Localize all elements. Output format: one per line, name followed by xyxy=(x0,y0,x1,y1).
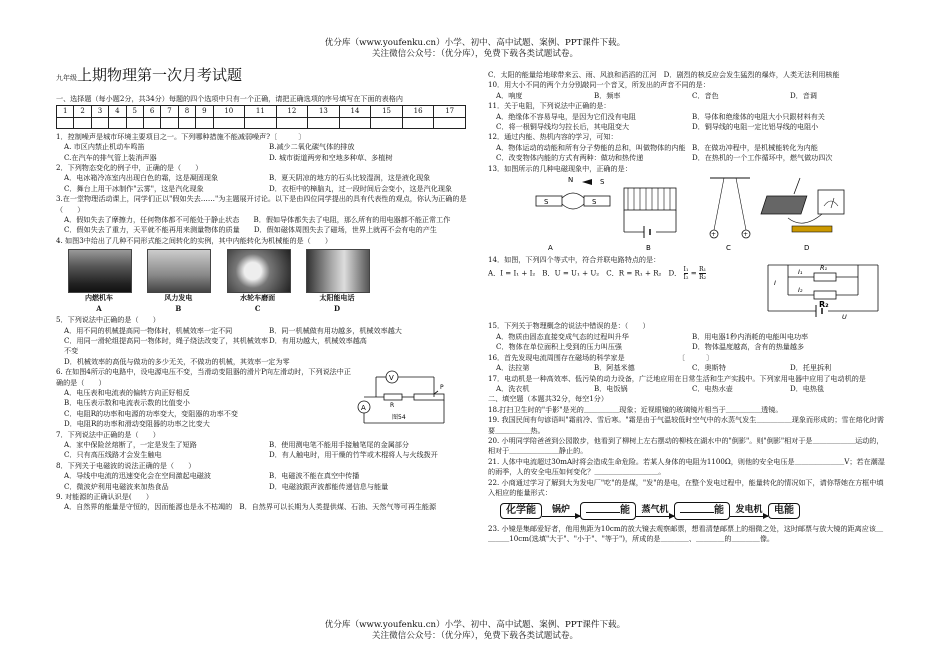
option-item: D．机械效率的高低与做功的多少无关，不做功的机械，其效率一定为零 xyxy=(64,356,290,366)
photo-caption: 内燃机车 xyxy=(85,293,113,303)
answer-number-cell: 1 xyxy=(57,106,74,117)
solar-phone-image xyxy=(306,249,370,293)
option-item: A．电压表和电流表的偏转方向正好相反 xyxy=(64,387,190,397)
question-14-options-text: A．I = I₁ + I₂ B．U = U₁ + U₂ C．R = R₁ + R₂ D． xyxy=(488,268,682,278)
answer-input-cell[interactable] xyxy=(74,117,91,128)
header-line-2: 关注微信公众号：（优分库），免费下载各类试题试卷。 xyxy=(371,49,579,59)
option-item: A．自然界的能量是守恒的，因而能源也是永不枯竭的 B．自然界可以长期为人类提供煤、石油、天然气等可再生能源 xyxy=(64,502,437,512)
question-14-row xyxy=(488,255,888,321)
question-stem: 22. 小商通过学习了解到大为发电厂"吃"的是煤，"发"的是电，在整个发电过程中，能量转化的情况如下，请你帮她在方框中填入相应的能量形式： xyxy=(488,477,884,497)
option-item: D．在热机的一个工作循环中，燃气做功四次 xyxy=(692,153,833,163)
energy-chain xyxy=(500,502,888,519)
option-list xyxy=(488,112,888,133)
answer-input-cell[interactable] xyxy=(196,117,213,128)
option-item: C．微波炉利用电磁波来加热食品 xyxy=(64,481,169,491)
header-line-1: 优分库（www.youfenku.cn）小学、初中、高中试题、案例、PPT课件下载。 xyxy=(324,38,626,48)
photo-letter: D xyxy=(333,303,341,313)
question-group-3 xyxy=(56,430,474,513)
answer-input-cell[interactable] xyxy=(245,117,277,128)
question-14 xyxy=(488,255,758,280)
option-item: D．物体温度越高，含有的热量越多 xyxy=(692,342,805,352)
chain-box-chemical: 化学能 xyxy=(500,503,542,519)
question-14-options xyxy=(488,266,758,281)
option-item: C．假如失去了重力，天平就不能再用来测量物体的质量 D．假如磁体周围失去了磁场，世界上就再不会有电的产生 xyxy=(64,225,437,235)
fig13-letter: D xyxy=(804,244,810,253)
option-item: C．舞台上用干冰制作"云雾"，这是汽化现象 xyxy=(64,183,204,193)
option-list xyxy=(56,388,354,430)
answer-number-cell: 10 xyxy=(213,106,245,117)
waterwheel-image xyxy=(227,249,291,293)
box-suffix: 能 xyxy=(714,505,724,517)
question-stem: C．太阳的能量给地球带来云、雨、风浪和滔滔的江河 D．剧烈的核反应会发生猛烈的爆炸，人类无法利用核能 xyxy=(488,70,840,79)
answer-input-cell[interactable] xyxy=(178,117,195,128)
option-item: D．电热毯 xyxy=(790,383,825,393)
chain-box-blank-1[interactable] xyxy=(580,502,636,519)
photo-d xyxy=(306,249,368,314)
photo-letter: A xyxy=(96,303,102,313)
resistor-r xyxy=(384,394,402,400)
answer-table-number-row xyxy=(57,106,466,117)
question-stem: 16．首先发现电流周围存在磁场的科学家是 〔 〕 xyxy=(488,352,714,362)
answer-input-cell[interactable] xyxy=(91,117,108,128)
option-item: D．铜导线的电阻一定比铝导线的电阻小 xyxy=(692,122,819,132)
photo-b xyxy=(147,249,209,314)
resistor-r1 xyxy=(814,273,836,281)
chain-arrow-steam-engine xyxy=(636,505,674,517)
answer-input-cell[interactable] xyxy=(57,117,74,128)
page-header xyxy=(0,38,950,60)
option-list xyxy=(56,471,474,492)
answer-input-cell[interactable] xyxy=(434,117,466,128)
question-stem: 10．用大小不同的两个力分别敲同一个音叉，所发出的声音不同的是： xyxy=(488,80,710,90)
figure-13a xyxy=(536,176,610,209)
option-item: C．物体在单位面积上受到的压力叫压强 xyxy=(496,342,623,352)
arrow-label: 蒸气机 xyxy=(641,505,669,516)
option-item: D．音调 xyxy=(790,90,817,100)
footer-line-2: 关注微信公众号：（优分库），免费下载各类试题试卷。 xyxy=(371,631,579,641)
chain-arrow-generator xyxy=(730,505,768,517)
fig13-letter: C xyxy=(726,244,731,253)
magnet-top-s: S xyxy=(600,178,605,187)
answer-number-cell: 15 xyxy=(371,106,403,117)
option-item: A. 市区内禁止机动车鸣笛 xyxy=(64,142,145,152)
option-item: A．用不同的机械提高同一物体时，机械效率一定不同 xyxy=(64,325,233,335)
left-column xyxy=(56,66,474,513)
ammeter-label: A xyxy=(361,404,366,413)
photo-a xyxy=(68,249,130,314)
answer-input-cell[interactable] xyxy=(161,117,178,128)
answer-number-cell: 16 xyxy=(402,106,434,117)
question-6-row xyxy=(56,367,474,429)
option-item: A．洗衣机 xyxy=(496,383,530,393)
photo-c xyxy=(227,249,289,314)
option-item: A．家中保险丝熔断了，一定是发生了短路 xyxy=(64,439,197,449)
galvanometer-icon xyxy=(818,190,844,214)
question-23: 23. 小镜是集邮爱好者，他用焦距为10cm的放大镜去观察邮票，想看清楚邮票上的细微之处，这时邮票与放大镜的距离应该＿＿＿＿10cm(选填"大于"、"小于"、"等于")，所成的是＿＿＿＿、＿＿＿＿的＿＿＿＿像。 xyxy=(488,523,884,544)
wind-power-image xyxy=(147,249,211,293)
circuit-i1: I₁ xyxy=(798,268,803,277)
answer-input-cell[interactable] xyxy=(371,117,403,128)
option-item: D．衣柜中的樟脑丸，过一段时间后会变小，这是汽化现象 xyxy=(269,183,453,193)
question-stem: 20. 小明同学陪爸爸到公园散步，他看到了柳树上左右摆动的柳枝在湖水中的"倒影"。则"倒影"相对于是＿＿＿＿＿＿运动的，相对于＿＿＿＿＿＿＿静止的。 xyxy=(488,435,884,456)
title-prefix: 九年级 xyxy=(56,74,77,82)
section1-heading: 一、选择题（每小题2分，共34分）每题的四个选项中只有一个正确，请把正确选项的序号填写在下面的表格内 xyxy=(56,94,403,103)
option-item: A．绝缘体不容易导电，是因为它们没有电阻 xyxy=(496,111,636,121)
magnet-pole-label: S xyxy=(544,198,549,207)
circuit-r2: R₂ xyxy=(819,300,829,310)
question-stem: 二、填空题（本题共32分，每空1分） xyxy=(488,394,608,404)
answer-input-cell[interactable] xyxy=(308,117,340,128)
magnet-pole-label: S xyxy=(592,198,597,207)
question-stem: 12．通过内能、热机内容的学习，可知： xyxy=(488,132,618,142)
option-item: A．物质由固态直接变成气态的过程叫升华 xyxy=(496,331,629,341)
voltmeter-label: V xyxy=(389,374,394,383)
title-main: 上期物理第一次月考试题 xyxy=(77,66,243,84)
photo-letter: B xyxy=(175,303,182,313)
parallel-circuit-figure xyxy=(758,255,888,321)
right-column xyxy=(488,70,888,545)
option-item: C．将一根铜导线均匀拉长后，其电阻变大 xyxy=(496,122,630,132)
option-list xyxy=(56,173,474,194)
svg-text:+: + xyxy=(711,231,717,239)
photo-caption: 太阳能电话 xyxy=(319,293,355,303)
question-group-4 xyxy=(488,70,888,174)
answer-input-cell[interactable] xyxy=(339,117,371,128)
answer-number-cell: 4 xyxy=(109,106,126,117)
frac-eq: = xyxy=(690,268,697,278)
question-stem: 5．下列说法中正确的是（ ） xyxy=(56,315,160,325)
frac-tl: I₁ xyxy=(683,265,689,273)
option-item: B．在做功冲程中，是机械能转化为内能 xyxy=(692,142,818,152)
option-list xyxy=(56,440,474,461)
option-list xyxy=(488,143,888,164)
frac-tr: R₁ xyxy=(698,265,707,273)
question-stem: 18.打扫卫生时的"手影"是光的＿＿＿＿＿现象；近视眼镜的玻璃镜片相当于＿＿＿＿＿透镜。 xyxy=(488,404,783,414)
figure-13-electromagnetism xyxy=(488,174,888,252)
answer-number-cell: 3 xyxy=(91,106,108,117)
answer-number-cell: 5 xyxy=(126,106,143,117)
option-item: A．电冰箱冷冻室内出现白色的霜，这是凝固现象 xyxy=(64,173,219,183)
photo-caption: 风力发电 xyxy=(164,293,193,303)
option-item: B．频率 xyxy=(594,90,621,100)
answer-number-cell: 8 xyxy=(178,106,195,117)
option-item: A．导线中电流的迅速变化会在空间激起电磁波 xyxy=(64,471,211,481)
locomotive-image xyxy=(68,249,132,293)
option-item: B．电压表示数和电流表示数的比值变小 xyxy=(64,398,190,408)
photo-letter: C xyxy=(254,303,261,313)
circuit-i: I xyxy=(774,279,776,288)
resistor-r2 xyxy=(814,291,836,299)
chain-arrow-boiler xyxy=(542,505,580,517)
figure-4-caption: 图54 xyxy=(392,414,406,422)
question-6 xyxy=(56,367,354,429)
resistor-label: R xyxy=(390,402,395,410)
answer-input-cell[interactable] xyxy=(276,117,308,128)
circuit-r1: R₁ xyxy=(820,264,828,273)
figure-13d xyxy=(761,178,844,232)
option-item: B．阿基米德 xyxy=(594,363,635,373)
figure3-photos xyxy=(68,249,368,314)
answer-input-cell[interactable] xyxy=(109,117,126,128)
svg-text:+: + xyxy=(743,231,749,239)
figure-13b xyxy=(624,188,676,238)
question-stem: 4. 如图3中给出了几种不同形式能之间转化的实例，其中内能转化为机械能的是（ ） xyxy=(56,235,333,245)
option-item: C．电热水壶 xyxy=(692,383,733,393)
slider-label: P xyxy=(440,384,444,392)
question-stem: 11．关于电阻，下列说法中正确的是： xyxy=(488,101,611,111)
question-stem: 17．电动机是一种高效率、低污染的动力设备，广泛地应用在日常生活和生产实践中。下列家用电器中应用了电动机的是 xyxy=(488,373,866,383)
question-stem: 3.在一堂物理活动课上，同学们正以"假如失去……"为主题展开讨论。以下是由四位同学提出的具有代表性的观点，你认为正确的是（ ） xyxy=(56,194,467,214)
option-list xyxy=(488,363,888,373)
option-item: B．电饭锅 xyxy=(594,383,628,393)
answer-input-cell[interactable] xyxy=(213,117,245,128)
answer-number-cell: 6 xyxy=(143,106,160,117)
magnet-top-n: N xyxy=(568,176,574,185)
question-stem: 6. 在如图4所示的电路中，设电源电压不变，当滑动变阻器的滑片P向左滑动时，下列说法中正确的是（ ） xyxy=(56,367,351,387)
question-stem: 21. 人体中电流超过30mA时将会造成生命危险。若某人身体的电阻为1100Ω，则他的安全电压是＿＿＿＿＿＿＿V；若在潮湿的雨季，人的安全电压如何变化？＿＿＿＿＿＿＿＿＿。 xyxy=(488,456,885,477)
option-list xyxy=(488,91,888,101)
option-item: D．有人触电时，用干燥的竹竿或木棍将人与火线拨开 xyxy=(269,450,438,460)
question-group-2 xyxy=(56,315,474,367)
option-item: B．同一机械做有用功越多，机械效率越大 xyxy=(269,325,402,335)
question-stem: 2．下列物态变化的例子中，正确的是（ ） xyxy=(56,163,203,173)
option-item: C．电阻R的功率和电源的功率变大，变阻器的功率不变 xyxy=(64,408,238,418)
fig13-letter: B xyxy=(646,244,651,253)
option-item: B．电磁波不能在真空中传播 xyxy=(269,471,360,481)
option-item: A．法拉第 xyxy=(496,363,530,373)
option-item: A．物体运动的动能和所有分子势能的总和，叫做物体的内能 xyxy=(496,142,686,152)
option-item: C．奥斯特 xyxy=(692,363,726,373)
option-list xyxy=(56,326,474,357)
footer-line-1: 优分库（www.youfenku.cn）小学、初中、高中试题、案例、PPT课件下载。 xyxy=(324,620,626,630)
option-item: C．用同一滑轮组提高同一物体时，绳子绕法改变了，其机械效率不变 xyxy=(64,335,269,356)
question-stem: 13．如图所示的几种电磁现象中，正确的是： xyxy=(488,163,632,173)
option-item: A．假如失去了摩擦力，任何物体都不可能处于静止状态 B．假如导体都失去了电阻，那么所有的用电器都不能正常工作 xyxy=(64,215,451,225)
question-stem: 19. 我国民间有句谚语叫"霜前冷、雪后寒。"霜是由于气温较低时空气中的水蒸气发生＿＿＿＿＿现象而形成的；雪在熔化时需要＿＿＿＿＿热。 xyxy=(488,415,885,435)
photo-caption: 水轮车磨面 xyxy=(240,293,276,303)
answer-number-cell: 14 xyxy=(339,106,371,117)
answer-number-cell: 13 xyxy=(308,106,340,117)
option-item: B.减少二氧化碳气体的排放 xyxy=(269,142,355,152)
answer-number-cell: 12 xyxy=(276,106,308,117)
question-stem: 9. 对能源的正确认识是( ） xyxy=(56,492,153,501)
fig13-letter: A xyxy=(548,244,553,253)
option-item: D．有用功越大，机械效率越高 xyxy=(269,335,367,345)
page-footer xyxy=(0,620,950,642)
question-group-1 xyxy=(56,132,474,246)
option-item: C.在汽车的排气管上装消声器 xyxy=(64,152,157,162)
option-item: C．改变物体内能的方式有两种：做功和热传递 xyxy=(496,153,644,163)
answer-input-cell[interactable] xyxy=(143,117,160,128)
answer-input-cell[interactable] xyxy=(402,117,434,128)
option-item: C．音色 xyxy=(692,90,719,100)
option-item: C．只有高压线路才会发生触电 xyxy=(64,450,162,460)
exam-title xyxy=(56,66,474,92)
answer-number-cell: 7 xyxy=(161,106,178,117)
circuit-figure-4 xyxy=(354,367,474,429)
figure-13c xyxy=(710,178,750,238)
option-item: D．电磁波跟声波都能传递信息与能量 xyxy=(269,481,389,491)
answer-number-cell: 17 xyxy=(434,106,466,117)
answer-number-cell: 11 xyxy=(245,106,277,117)
option-list xyxy=(488,332,888,353)
chain-box-electric: 电能 xyxy=(768,503,800,519)
question-stem: 15．下列关于物理概念的说法中错误的是：（ ） xyxy=(488,321,650,331)
option-list xyxy=(488,384,888,394)
question-group-5 xyxy=(488,321,888,498)
arrow-label: 锅炉 xyxy=(551,505,570,516)
option-item: A．响度 xyxy=(496,90,523,100)
answer-table xyxy=(56,105,466,128)
option-list xyxy=(56,357,474,367)
option-item: D．电阻R的功率和滑动变阻器的功率之比变大 xyxy=(64,419,210,429)
option-item: D. 城市街道两旁和空地多种草、多植树 xyxy=(269,152,393,162)
question-stem: 1．控制噪声是城市环境主要项目之一。下列哪种措施不能减弱噪声?〔 〕 xyxy=(56,131,306,141)
option-item: B．用电器1秒内消耗的电能叫电功率 xyxy=(692,331,809,341)
chain-box-blank-2[interactable] xyxy=(674,502,730,519)
option-item: B．使用测电笔不能用手接触笔尾的金属部分 xyxy=(269,439,409,449)
option-list xyxy=(56,502,474,512)
option-list xyxy=(56,215,474,236)
answer-table-answer-row xyxy=(57,117,466,128)
question-stem: 8．下列关于电磁波的说法正确的是（ ） xyxy=(56,460,196,470)
frac-br: R₂ xyxy=(698,273,707,281)
question-stem: 7．下列说法中正确的是（ ） xyxy=(56,429,160,439)
option-item: B．导体和绝缘体的电阻大小只跟材料有关 xyxy=(692,111,825,121)
option-item: B．夏天阴凉的地方的石头比较湿润，这是液化现象 xyxy=(269,173,431,183)
question-14-stem: 14．如图，下列四个等式中，符合并联电路特点的是： xyxy=(488,255,661,265)
arrow-label: 发电机 xyxy=(735,505,763,516)
answer-number-cell: 2 xyxy=(74,106,91,117)
frac-bl: I₂ xyxy=(683,273,689,281)
circuit-u: U xyxy=(842,313,847,322)
answer-input-cell[interactable] xyxy=(126,117,143,128)
answer-number-cell: 9 xyxy=(196,106,213,117)
box-suffix: 能 xyxy=(620,505,630,517)
option-list xyxy=(56,142,474,163)
circuit-i2: I₂ xyxy=(798,286,803,295)
rheostat xyxy=(414,394,444,400)
option-item: D．托里拆利 xyxy=(790,363,832,373)
